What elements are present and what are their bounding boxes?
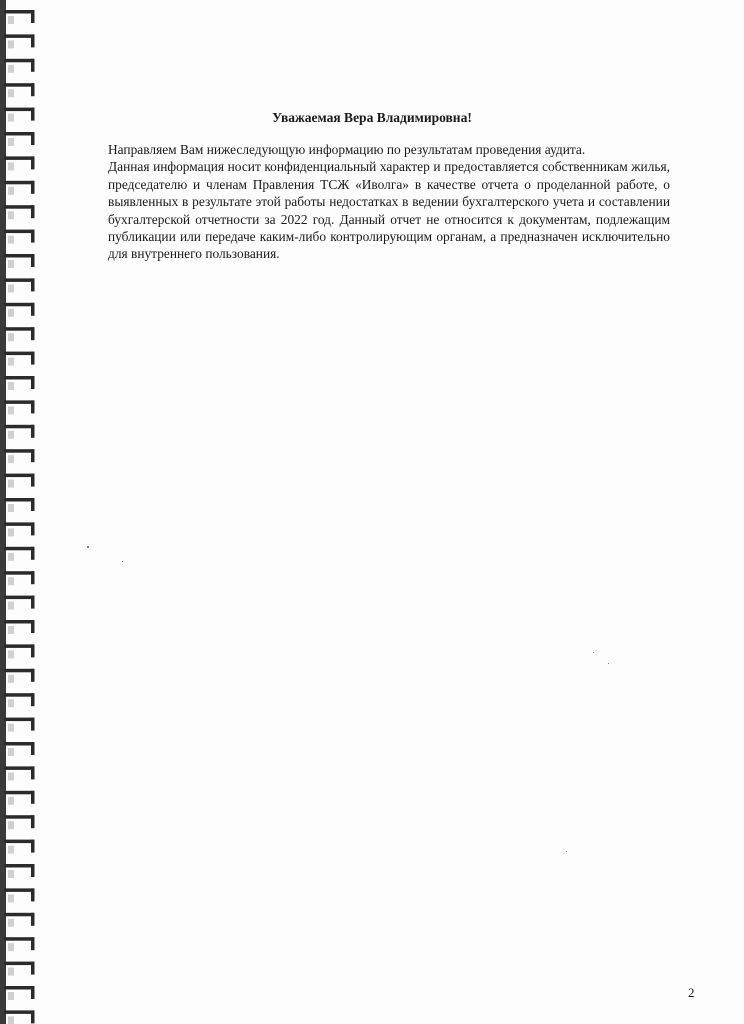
binding-tab bbox=[4, 449, 34, 453]
binding-hole bbox=[8, 89, 14, 97]
binding-hole bbox=[8, 968, 14, 976]
binding-tab bbox=[4, 376, 34, 380]
binding-tab bbox=[4, 718, 34, 722]
binding-hook bbox=[31, 596, 35, 609]
binding-hole bbox=[8, 528, 14, 536]
binding-hook bbox=[31, 669, 35, 682]
binding-hook bbox=[31, 181, 35, 194]
binding-hole bbox=[8, 675, 14, 683]
binding-hook bbox=[31, 937, 35, 950]
binding-hole bbox=[8, 431, 14, 439]
binding-hole bbox=[8, 211, 14, 219]
binding-hook bbox=[31, 986, 35, 999]
binding-tab bbox=[4, 644, 34, 648]
scan-speck bbox=[593, 652, 594, 653]
binding-hook bbox=[31, 400, 35, 413]
binding-hole bbox=[8, 577, 14, 585]
binding-hole bbox=[8, 772, 14, 780]
binding-tab bbox=[4, 913, 34, 917]
binding-tab bbox=[4, 766, 34, 770]
binding-tab bbox=[4, 181, 34, 185]
binding-hook bbox=[31, 791, 35, 804]
binding-hole bbox=[8, 260, 14, 268]
scan-speck bbox=[566, 851, 567, 852]
binding-hook bbox=[31, 693, 35, 706]
binding-hook bbox=[31, 303, 35, 316]
binding-hole bbox=[8, 821, 14, 829]
binding-hook bbox=[31, 34, 35, 47]
binding-hole bbox=[8, 992, 14, 1000]
binding-tab bbox=[4, 254, 34, 258]
binding-hole bbox=[8, 894, 14, 902]
binding-hole bbox=[8, 138, 14, 146]
binding-tab bbox=[4, 205, 34, 209]
binding-hole bbox=[8, 455, 14, 463]
scan-speck bbox=[87, 546, 89, 548]
binding-hole bbox=[8, 797, 14, 805]
binding-hook bbox=[31, 766, 35, 779]
binding-hole bbox=[8, 602, 14, 610]
binding-hook bbox=[31, 547, 35, 560]
binding-hole bbox=[8, 748, 14, 756]
binding-hole bbox=[8, 553, 14, 561]
binding-tab bbox=[4, 620, 34, 624]
binding-hook bbox=[31, 864, 35, 877]
binding-hook bbox=[31, 156, 35, 169]
binding-tab bbox=[4, 840, 34, 844]
binding-hook bbox=[31, 498, 35, 511]
binding-tab bbox=[4, 864, 34, 868]
scan-speck bbox=[122, 561, 123, 562]
binding-hook bbox=[31, 425, 35, 438]
binding-tab bbox=[4, 327, 34, 331]
binding-tab bbox=[4, 888, 34, 892]
binding-hook bbox=[31, 742, 35, 755]
binding-tab bbox=[4, 937, 34, 941]
binding-hole bbox=[8, 284, 14, 292]
binding-hook bbox=[31, 840, 35, 853]
binding-tab bbox=[4, 571, 34, 575]
binding-hole bbox=[8, 699, 14, 707]
binding-hook bbox=[31, 205, 35, 218]
binding-tab bbox=[4, 132, 34, 136]
binding-tab bbox=[4, 962, 34, 966]
binding-tab bbox=[4, 34, 34, 38]
binding-hook bbox=[31, 962, 35, 975]
binding-hook bbox=[31, 59, 35, 72]
binding-tab bbox=[4, 596, 34, 600]
binding-hook bbox=[31, 522, 35, 535]
binding-hole bbox=[8, 382, 14, 390]
confidentiality-paragraph: Данная информация носит конфиденциальный характер и предоставляется собственникам жилья, председателю и членам Правления ТСЖ «Иволга» в качестве отчета о проделанной работе, о выявленных в результате этой работы недостатках в ведении бухгалтерского учета и составлении бухгалтерской отчетности за 2022 год. Данный отчет не относится к документам, подлежащим публикации или передаче каким-либо контролирующим органам, а предназначен исключительно для внутреннего пользования. bbox=[108, 159, 670, 262]
binding-tab bbox=[4, 303, 34, 307]
binding-hole bbox=[8, 187, 14, 195]
binding-hole bbox=[8, 358, 14, 366]
binding-tab bbox=[4, 742, 34, 746]
binding-tab bbox=[4, 693, 34, 697]
binding-tab bbox=[4, 522, 34, 526]
binding-tab bbox=[4, 400, 34, 404]
binding-tab bbox=[4, 547, 34, 551]
spiral-binding bbox=[0, 0, 44, 1024]
binding-hook bbox=[31, 132, 35, 145]
page-number: 2 bbox=[688, 985, 695, 1000]
binding-hook bbox=[31, 888, 35, 901]
binding-tab bbox=[4, 474, 34, 478]
binding-tab bbox=[4, 498, 34, 502]
binding-tab bbox=[4, 986, 34, 990]
binding-hook bbox=[31, 376, 35, 389]
binding-spine bbox=[0, 0, 6, 1024]
binding-hook bbox=[31, 620, 35, 633]
binding-hook bbox=[31, 327, 35, 340]
binding-tab bbox=[4, 230, 34, 234]
binding-hole bbox=[8, 626, 14, 634]
binding-hook bbox=[31, 230, 35, 243]
binding-hole bbox=[8, 846, 14, 854]
binding-hole bbox=[8, 870, 14, 878]
binding-hole bbox=[8, 309, 14, 317]
binding-graphic bbox=[0, 0, 44, 1024]
binding-hook bbox=[31, 644, 35, 657]
binding-hole bbox=[8, 406, 14, 414]
binding-hook bbox=[31, 10, 35, 23]
binding-tab bbox=[4, 1010, 34, 1014]
binding-tab bbox=[4, 425, 34, 429]
salutation-heading: Уважаемая Вера Владимировна! bbox=[272, 110, 472, 125]
binding-hook bbox=[31, 352, 35, 365]
scan-speck bbox=[608, 663, 609, 664]
intro-line: Направляем Вам нижеследующую информацию по результатам проведения аудита. bbox=[108, 142, 586, 157]
binding-hole bbox=[8, 943, 14, 951]
binding-hook bbox=[31, 474, 35, 487]
binding-hole bbox=[8, 650, 14, 658]
binding-hook bbox=[31, 254, 35, 267]
binding-hook bbox=[31, 718, 35, 731]
binding-hole bbox=[8, 1016, 14, 1024]
binding-hole bbox=[8, 16, 14, 24]
binding-hook bbox=[31, 278, 35, 291]
binding-hook bbox=[31, 449, 35, 462]
binding-hole bbox=[8, 724, 14, 732]
binding-hole bbox=[8, 40, 14, 48]
binding-tab bbox=[4, 352, 34, 356]
binding-hole bbox=[8, 65, 14, 73]
binding-hook bbox=[31, 1010, 35, 1023]
binding-hole bbox=[8, 236, 14, 244]
binding-tab bbox=[4, 156, 34, 160]
binding-hole bbox=[8, 480, 14, 488]
binding-tab bbox=[4, 83, 34, 87]
binding-tab bbox=[4, 791, 34, 795]
letter-body bbox=[108, 141, 670, 263]
binding-tab bbox=[4, 278, 34, 282]
binding-hook bbox=[31, 913, 35, 926]
binding-hole bbox=[8, 333, 14, 341]
binding-hole bbox=[8, 504, 14, 512]
binding-tab bbox=[4, 669, 34, 673]
binding-hole bbox=[8, 162, 14, 170]
binding-hook bbox=[31, 815, 35, 828]
binding-tab bbox=[4, 10, 34, 14]
binding-tab bbox=[4, 59, 34, 63]
binding-tab bbox=[4, 815, 34, 819]
binding-hook bbox=[31, 83, 35, 96]
binding-hook bbox=[31, 571, 35, 584]
binding-hole bbox=[8, 919, 14, 927]
